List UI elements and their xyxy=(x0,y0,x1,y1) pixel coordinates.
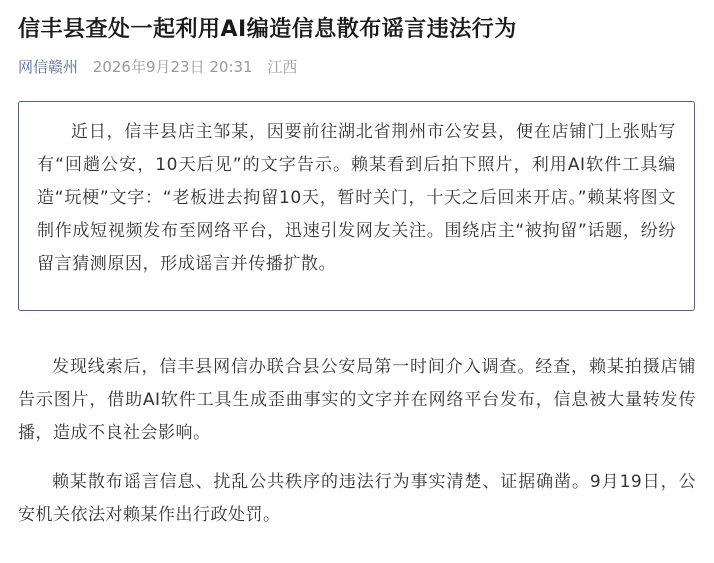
quote-box xyxy=(18,101,695,311)
article-meta xyxy=(18,54,696,80)
article-title: 信丰县查处一起利用AI编造信息散布谣言违法行为 xyxy=(18,17,517,42)
quote-paragraph: 近日，信丰县店主邹某，因要前往湖北省荆州市公安县，便在店铺门上张贴写有“回趟公安，10天后见”的文字告示。赖某看到后拍下照片，利用AI软件工具编造“玩梗”文字：“老板进去拘留10天，暂时关门，十天之后回来开店。”赖某将图文制作成短视频发布至网络平台，迅速引发网友关注。围绕店主“被拘留”话题，纷纷留言猜测原因，形成谣言并传播扩散。 xyxy=(37,122,676,274)
body-paragraph-2: 赖某散布谣言信息、扰乱公共秩序的违法行为事实清楚、证据确凿。9月19日，公安机关依法对赖某作出行政处罚。 xyxy=(18,472,696,525)
source-account-link[interactable]: 网信赣州 xyxy=(18,58,79,76)
publish-location: 江西 xyxy=(267,58,298,76)
publish-date: 2026年9月23日 20:31 xyxy=(92,58,253,76)
article xyxy=(18,12,696,532)
body-paragraph-1: 发现线索后，信丰县网信办联合县公安局第一时间介入调查。经查，赖某拍摄店铺告示图片，借助AI软件工具生成歪曲事实的文字并在网络平台发布，信息被大量转发传播，造成不良社会影响。 xyxy=(18,357,696,443)
